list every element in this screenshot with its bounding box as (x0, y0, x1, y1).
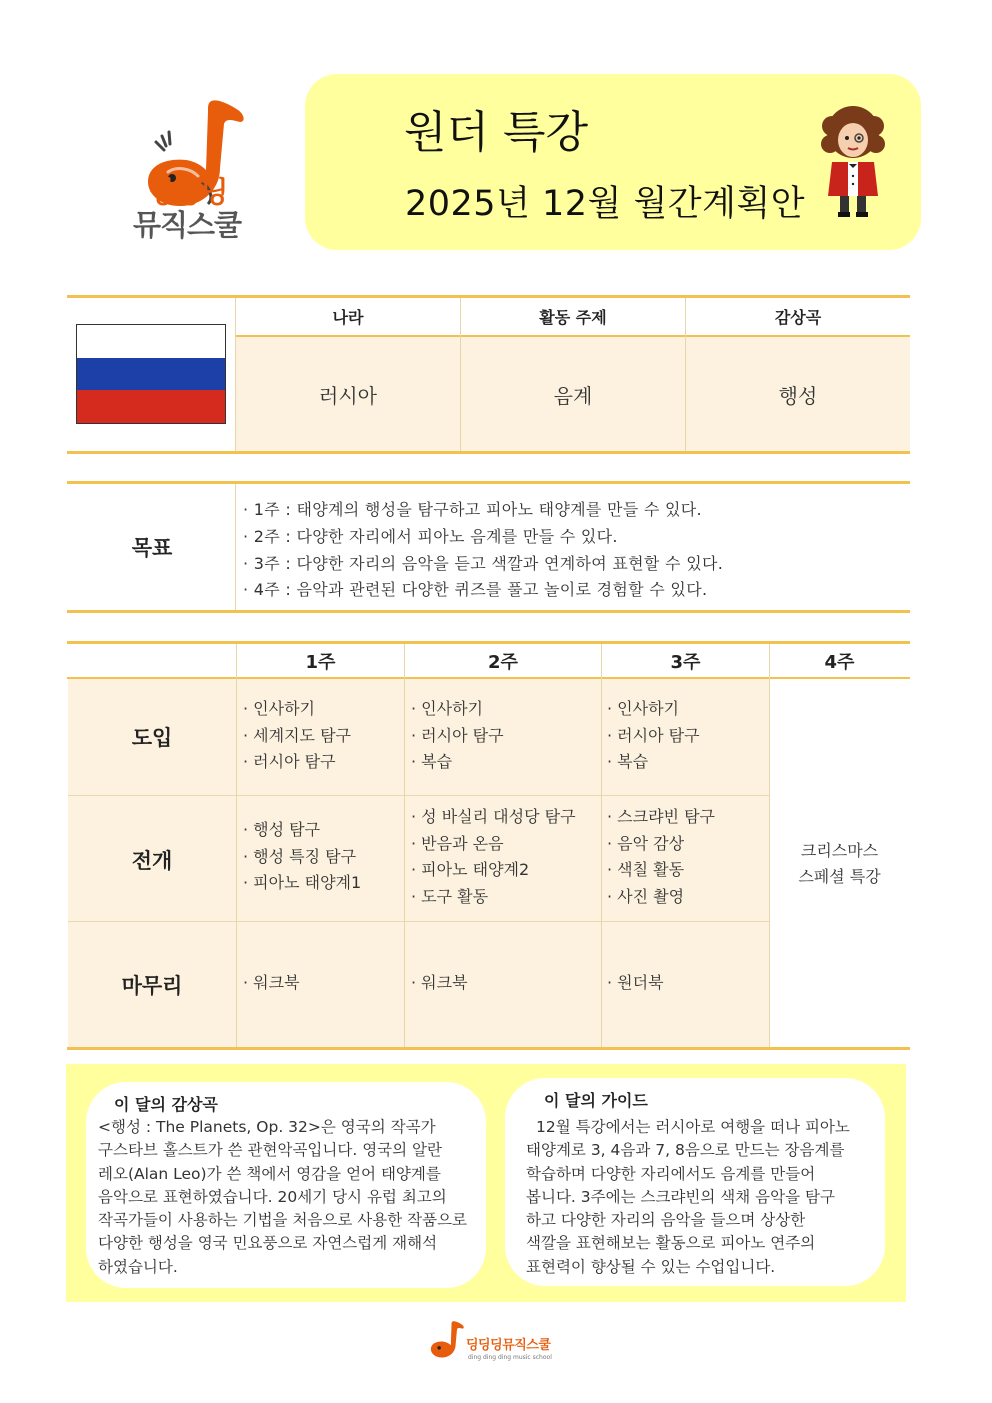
brand-name-line2: 뮤직스쿨 (132, 208, 242, 242)
schedule-item: · 피아노 태양계2 (411, 860, 530, 879)
schedule-cell (411, 804, 576, 910)
schedule-cell (607, 804, 715, 910)
brand-logo-text (132, 176, 242, 242)
schedule-item: · 인사하기 (411, 699, 483, 718)
footer-logo (424, 1316, 564, 1368)
table-vline (404, 644, 405, 1047)
schedule-item: · 워크북 (243, 973, 300, 992)
table-line (68, 921, 769, 922)
schedule-cell (607, 696, 700, 776)
row-label-wrapup: 마무리 (121, 974, 183, 998)
text-line: 구스타브 홀스트가 쓴 관현악곡입니다. 영국의 알란 (98, 1141, 442, 1160)
schedule-cell (243, 970, 300, 997)
row-label-intro: 도입 (131, 726, 173, 750)
text-line: 하였습니다. (98, 1257, 178, 1276)
schedule-item: · 성 바실리 대성당 탐구 (411, 807, 576, 826)
schedule-cell (607, 970, 664, 997)
schedule-item: · 인사하기 (243, 699, 315, 718)
goals-label: 목표 (131, 536, 173, 560)
special-line: 크리스마스 (800, 841, 879, 860)
table-line (67, 610, 910, 613)
header-listening: 감상곡 (774, 308, 822, 327)
goal-item: · 4주 : 음악과 관련된 다양한 퀴즈를 풀고 놀이로 경험할 수 있다. (243, 580, 708, 599)
guide-info-title: 이 달의 가이드 (544, 1091, 648, 1110)
header-theme: 활동 주제 (539, 308, 607, 327)
schedule-item: · 색칠 활동 (607, 860, 685, 879)
schedule-item: · 행성 탐구 (243, 820, 321, 839)
composer-character-illustration (818, 104, 888, 220)
schedule-item: · 러시아 탐구 (411, 725, 504, 745)
goal-item: · 3주 : 다양한 자리의 음악을 듣고 색깔과 연계하여 표현할 수 있다. (243, 554, 724, 573)
goal-item: · 1주 : 태양계의 행성을 탐구하고 피아노 태양계를 만들 수 있다. (243, 500, 702, 519)
table-line (67, 677, 910, 679)
footer-mascot-icon (424, 1316, 468, 1366)
value-country: 러시아 (319, 384, 377, 408)
header-country: 나라 (332, 308, 364, 327)
value-listening: 행성 (778, 384, 818, 408)
week4-special-lecture (770, 838, 909, 890)
schedule-item: · 복습 (411, 752, 453, 771)
goal-item: · 2주 : 다양한 자리에서 피아노 음계를 만들 수 있다. (243, 527, 618, 546)
music-info-title: 이 달의 감상곡 (114, 1095, 218, 1114)
text-line: 봅니다. 3주에는 스크랴빈의 색채 음악을 탐구 (526, 1187, 835, 1206)
text-line: 레오(Alan Leo)가 쓴 책에서 영감을 얻어 태양계를 (98, 1164, 441, 1183)
text-line: 색깔을 표현해보는 활동으로 피아노 연주의 (526, 1234, 816, 1253)
page-subtitle: 2025년 12월 월간계획안 (405, 184, 806, 224)
schedule-item: · 인사하기 (607, 699, 679, 718)
schedule-item: · 러시아 탐구 (607, 725, 700, 745)
text-line: 태양계로 3, 4음과 7, 8음으로 만드는 장음계를 (526, 1141, 845, 1160)
schedule-cell (411, 696, 504, 776)
russia-flag (76, 324, 226, 424)
schedule-item: · 도구 활동 (411, 886, 489, 906)
footer-brand-subtitle: ding ding ding music school (468, 1354, 552, 1361)
schedule-item: · 복습 (607, 752, 649, 771)
text-line: 작곡가들이 사용하는 기법을 처음으로 사용한 작품으로 (98, 1211, 468, 1230)
row-label-development: 전개 (131, 849, 173, 873)
schedule-item: · 세계지도 탐구 (243, 725, 351, 745)
table-vline (236, 644, 237, 1047)
schedule-cell (243, 817, 361, 897)
guide-info-text (526, 1116, 865, 1279)
week-header-4: 4주 (824, 652, 855, 673)
week-header-3: 3주 (670, 652, 701, 673)
schedule-item: · 사진 촬영 (607, 886, 685, 906)
page-title: 원더 특강 (403, 107, 588, 158)
text-line: 음악으로 표현하였습니다. 20세기 당시 유럽 최고의 (98, 1187, 447, 1206)
schedule-cell (243, 696, 351, 776)
schedule-item: · 행성 특징 탐구 (243, 846, 357, 866)
value-theme: 음계 (553, 384, 593, 408)
text-line: 표현력이 향상될 수 있는 수업입니다. (526, 1257, 776, 1276)
week-header-1: 1주 (305, 652, 336, 673)
table-line (67, 1047, 910, 1050)
schedule-item: · 음악 감상 (607, 833, 685, 853)
table-line (67, 481, 910, 484)
text-line: <행성 : The Planets, Op. 32>은 영국의 작곡가 (98, 1118, 436, 1136)
text-line: 하고 다양한 자리의 음악을 들으며 상상한 (526, 1211, 806, 1230)
schedule-item: · 피아노 태양계1 (243, 873, 362, 892)
special-line: 스페셜 특강 (798, 867, 881, 886)
schedule-item: · 반음과 온음 (411, 833, 504, 853)
footer-brand-name: 딩딩딩뮤직스쿨 (466, 1338, 551, 1353)
schedule-item: · 러시아 탐구 (243, 752, 336, 771)
schedule-item: · 스크랴빈 탐구 (607, 807, 715, 826)
schedule-item: · 원더북 (607, 973, 664, 992)
table-line (67, 641, 910, 644)
text-line: 다양한 행성을 영국 민요풍으로 자연스럽게 재해석 (98, 1234, 438, 1253)
brand-name-line1: 딩딩딩 (146, 175, 228, 209)
table-line (67, 451, 910, 454)
schedule-item: · 워크북 (411, 973, 468, 992)
music-info-text (98, 1116, 479, 1279)
week-header-2: 2주 (488, 652, 518, 673)
schedule-cell (411, 970, 468, 997)
text-line: 12월 특강에서는 러시아로 여행을 떠나 피아노 (536, 1118, 850, 1136)
table-line (67, 295, 910, 298)
text-line: 학습하며 다양한 자리에서도 음계를 만들어 (526, 1164, 816, 1183)
table-line (68, 795, 769, 796)
table-vline (601, 644, 602, 1047)
